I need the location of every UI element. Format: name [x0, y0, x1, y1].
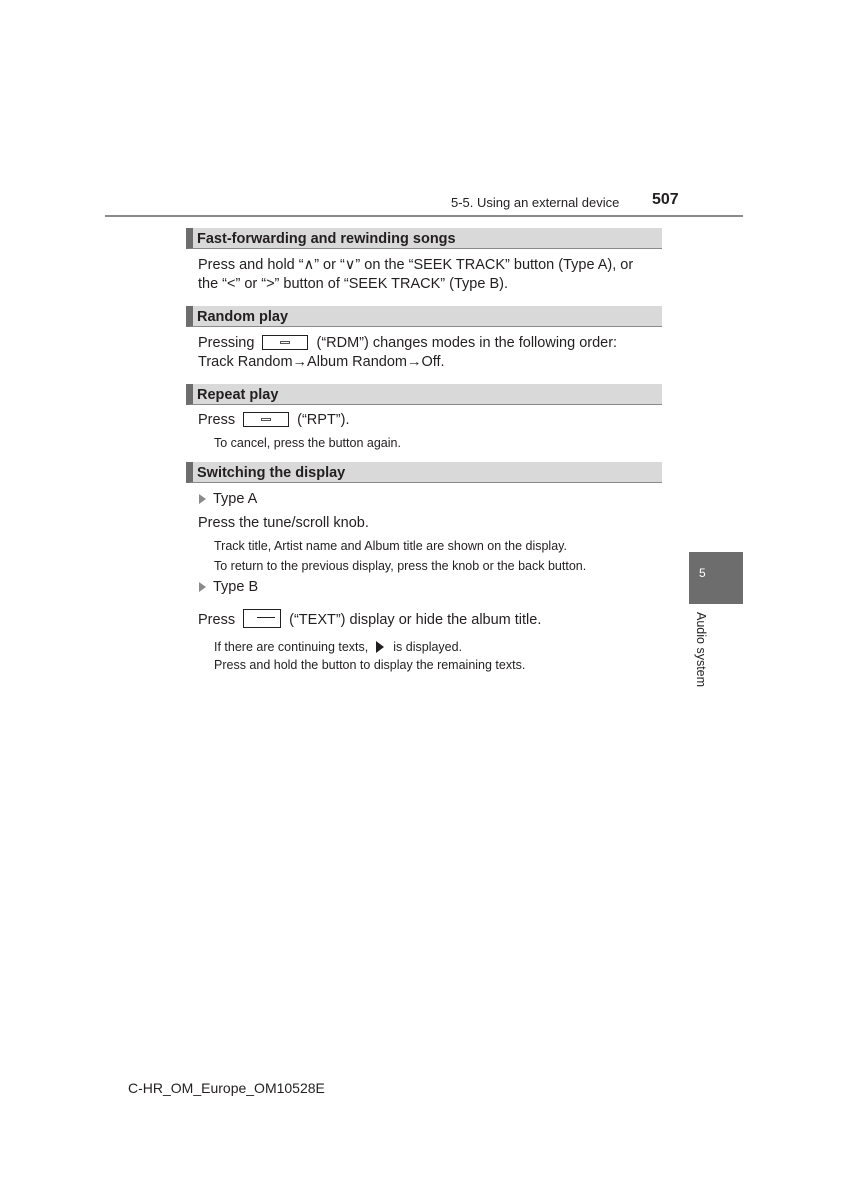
chapter-tab [689, 552, 743, 604]
text-button-icon [243, 609, 281, 628]
section-heading-fast-forward [186, 228, 662, 249]
repeat-note: To cancel, press the button again. [214, 436, 401, 450]
section-heading-switching-display [186, 462, 662, 483]
header-rule [105, 215, 743, 217]
ff-line-2: the “<” or “>” button of “SEEK TRACK” (Type B). [198, 276, 508, 292]
section-title: Random play [197, 309, 289, 325]
rdm-button-icon [262, 335, 308, 350]
chapter-label: Audio system [694, 612, 708, 688]
random-pre: Pressing [198, 335, 255, 351]
type-b-note-2: Press and hold the button to display the remaining texts. [214, 658, 526, 672]
random-post: (“RDM”) changes modes in the following order: [316, 335, 618, 351]
type-a-label: Type A [213, 491, 258, 507]
note-1-pre: If there are continuing texts, [214, 640, 369, 654]
ff-line-1: Press and hold “∧” or “∨” on the “SEEK TRACK” button (Type A), or [198, 257, 634, 273]
random-line-1 [198, 334, 617, 353]
type-b-post: (“TEXT”) display or hide the album title. [289, 612, 542, 628]
triangle-bullet-icon [199, 494, 206, 504]
type-b-line [198, 609, 541, 630]
footer-doc-id: C-HR_OM_Europe_OM10528E [128, 1080, 325, 1096]
type-b-pre: Press [198, 612, 236, 628]
type-a-note-1: Track title, Artist name and Album title are shown on the display. [214, 539, 567, 553]
section-title: Switching the display [197, 465, 346, 481]
random-line-2: Track Random→Album Random→Off. [198, 354, 445, 370]
section-heading-repeat-play [186, 384, 662, 405]
header-section-title: 5-5. Using an external device [451, 195, 620, 210]
type-a-heading [199, 490, 257, 509]
note-1-post: is displayed. [393, 640, 463, 654]
page-number: 507 [652, 191, 679, 208]
section-title: Fast-forwarding and rewinding songs [197, 231, 456, 247]
play-arrow-icon [376, 641, 384, 653]
section-title: Repeat play [197, 387, 279, 403]
triangle-bullet-icon [199, 582, 206, 592]
repeat-pre: Press [198, 412, 236, 428]
chapter-number: 5 [699, 566, 706, 580]
type-b-label: Type B [213, 579, 259, 595]
section-heading-random-play [186, 306, 662, 327]
repeat-line-1 [198, 411, 349, 430]
rpt-button-icon [243, 412, 289, 427]
type-b-heading [199, 578, 258, 597]
type-a-line: Press the tune/scroll knob. [198, 515, 369, 531]
type-a-note-2: To return to the previous display, press the knob or the back button. [214, 559, 587, 573]
repeat-post: (“RPT”). [297, 412, 350, 428]
type-b-note-1 [214, 639, 462, 656]
